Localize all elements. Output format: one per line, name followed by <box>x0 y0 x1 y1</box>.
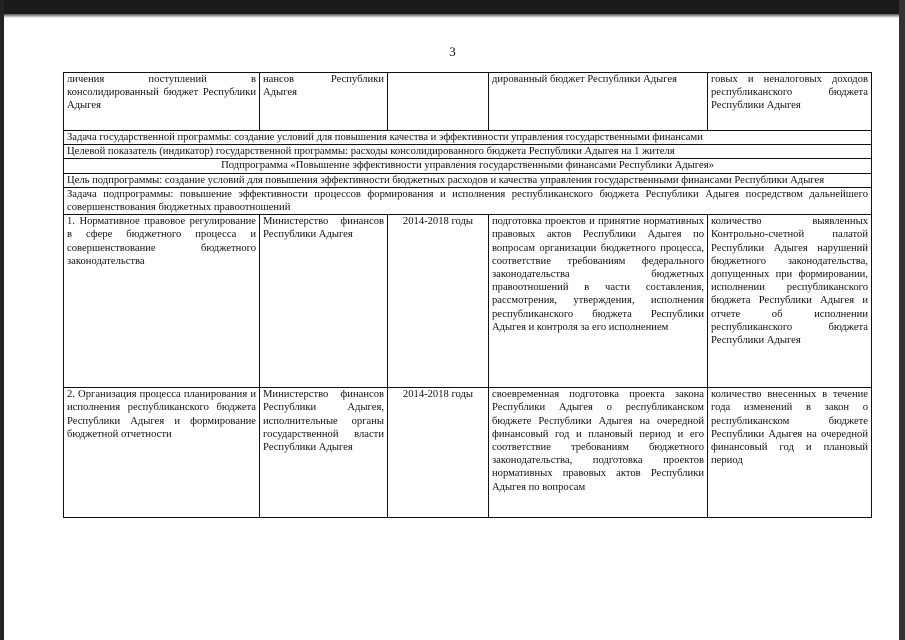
page-number: 3 <box>449 44 456 59</box>
program-table <box>63 72 872 518</box>
program-task: Задача государственной программы: создание условий для повышения качества и эффективности управления государственными финансами <box>64 131 872 145</box>
cell-period <box>388 73 489 131</box>
cell-executor: Министерство финансов Республики Адыгея, исполнительные органы государственной власти Республики Адыгея <box>260 388 388 518</box>
cell-event: 1. Нормативное правовое регулирование в сфере бюджетного процесса и совершенствование бюджетного законодательства <box>64 215 260 388</box>
cell-executor: Министерство финансов Республики Адыгея <box>260 215 388 388</box>
table-row <box>64 73 872 131</box>
cell-period: 2014-2018 годы <box>388 215 489 388</box>
subprogram-task: Задача подпрограммы: повышение эффективности процессов формирования и исполнения республиканского бюджета Республики Адыгея посредством дальнейшего совершенствования бюджетных правоотношений <box>64 187 872 214</box>
cell-event: 2. Организация процесса планирования и исполнения республиканского бюджета Республики Адыгея и формирование бюджетной отчетности <box>64 388 260 518</box>
cell-period: 2014-2018 годы <box>388 388 489 518</box>
cell-executor: нансов Республики Адыгея <box>260 73 388 131</box>
program-task-row <box>64 131 872 145</box>
cell-result: своевременная подготовка проекта закона Республики Адыгея о республиканском бюджете Республики Адыгея на очередной финансовый год и плановый период и его соответствие требованиям бюджетного законодательства, подготовка проектов нормативных правовых актов Республики Адыгея по вопросам <box>489 388 708 518</box>
subprogram-title-row <box>64 159 872 173</box>
scan-right-border <box>899 0 905 640</box>
scan-left-border <box>0 0 4 640</box>
subprogram-title: Подпрограмма «Повышение эффективности управления государственными финансами Республики Адыгея» <box>64 159 872 173</box>
subprogram-goal: Цель подпрограммы: создание условий для повышения эффективности бюджетных расходов и качества управления государственными финансами Республики Адыгея <box>64 173 872 187</box>
table-row <box>64 215 872 388</box>
program-indicator-row <box>64 145 872 159</box>
subprogram-goal-row <box>64 173 872 187</box>
cell-indicator: количество выявленных Контрольно-счетной палатой Республики Адыгея нарушений бюджетного законодательства, допущенных при формировании, исполнении республиканского бюджета Республики Адыгея и отчете об исполнении республиканского бюджета Республики Адыгея <box>708 215 872 388</box>
cell-result: дированный бюджет Республики Адыгея <box>489 73 708 131</box>
cell-indicator: говых и неналоговых доходов республиканского бюджета Республики Адыгея <box>708 73 872 131</box>
table-row <box>64 388 872 518</box>
cell-result: подготовка проектов и принятие нормативных правовых актов Республики Адыгея по вопросам организации бюджетного процесса, соответствие требованиям федерального законодательства бюджетных правоотношений в части составления, рассмотрения, утверждения, исполнения республиканского бюджета Республики Адыгея и контроля за его исполнением <box>489 215 708 388</box>
scan-top-shadow <box>0 14 905 18</box>
scan-top-border <box>0 0 905 14</box>
program-indicator: Целевой показатель (индикатор) государственной программы: расходы консолидированного бюджета Республики Адыгея на 1 жителя <box>64 145 872 159</box>
subprogram-task-row <box>64 187 872 214</box>
cell-indicator: количество внесенных в течение года изменений в закон о республиканском бюджете Республики Адыгея на очередной финансовый год и плановый период <box>708 388 872 518</box>
cell-event: личения поступлений в консолидированный бюджет Республики Адыгея <box>64 73 260 131</box>
